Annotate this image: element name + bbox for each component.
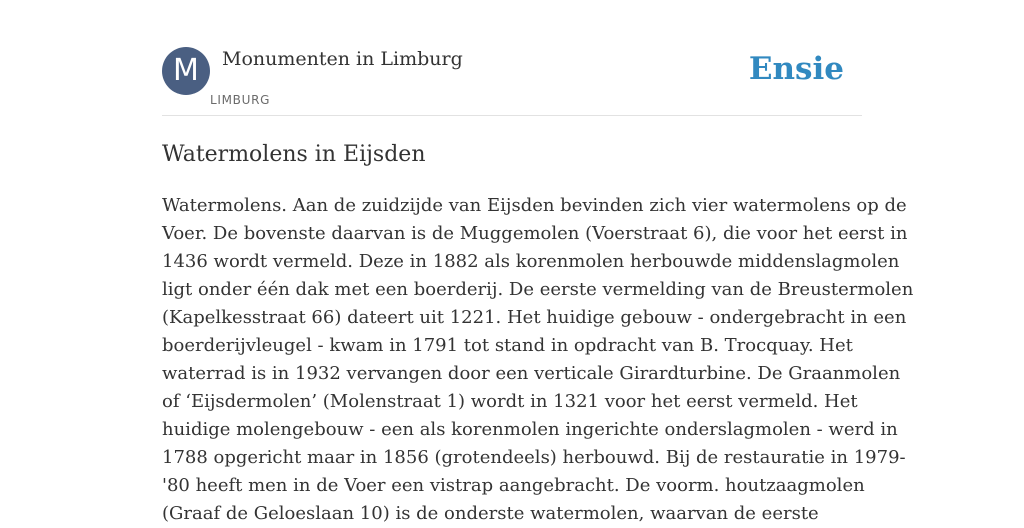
header [162,47,862,115]
article-body [162,192,914,528]
body-line: 1436 wordt vermeld. Deze in 1882 als korenmolen herbouwde middenslagmolen [162,251,900,272]
avatar[interactable]: M [162,47,210,95]
category-label[interactable]: LIMBURG [210,93,271,107]
body-line: Watermolens. Aan de zuidzijde van Eijsden bevinden zich vier watermolens op de [162,195,907,216]
body-line: (Kapelkesstraat 66) dateert uit 1221. Het huidige gebouw - ondergebracht in een [162,307,907,328]
body-line: (Graaf de Geloeslaan 10) is de onderste watermolen, waarvan de eerste [162,503,819,524]
source-title[interactable]: Monumenten in Limburg [222,48,463,70]
body-line: ligt onder één dak met een boerderij. De eerste vermelding van de Breustermolen [162,279,914,300]
body-line: Voer. De bovenste daarvan is de Muggemolen (Voerstraat 6), die voor het eerst in [162,223,908,244]
body-line: 1788 opgericht maar in 1856 (grotendeels) herbouwd. Bij de restauratie in 1979- [162,447,906,468]
divider [162,115,862,116]
body-line: huidige molengebouw - een als korenmolen ingerichte onderslagmolen - werd in [162,419,898,440]
body-line: waterrad is in 1932 vervangen door een verticale Girardturbine. De Graanmolen [162,363,901,384]
body-line: of ‘Eijsdermolen’ (Molenstraat 1) wordt in 1321 voor het eerst vermeld. Het [162,391,858,412]
article-title: Watermolens in Eijsden [162,142,426,167]
body-line: '80 heeft men in de Voer een vistrap aangebracht. De voorm. houtzaagmolen [162,475,865,496]
brand-logo[interactable]: Ensie [748,51,844,87]
body-line: boerderijvleugel - kwam in 1791 tot stand in opdracht van B. Trocquay. Het [162,335,853,356]
